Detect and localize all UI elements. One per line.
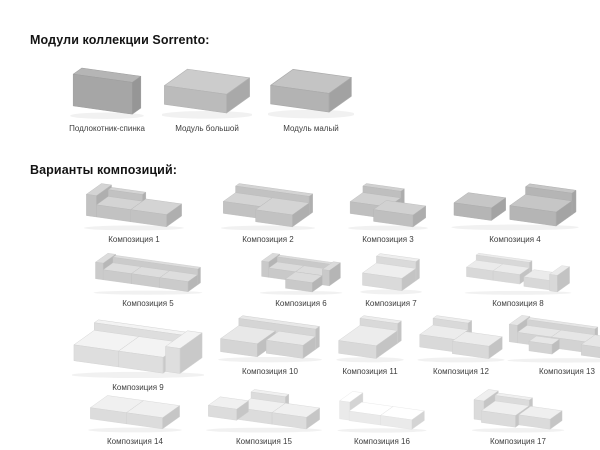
- composition-caption: Композиция 10: [242, 367, 298, 376]
- composition-figure-2: [204, 182, 332, 244]
- composition-image-3: [332, 182, 444, 232]
- composition-figure-1: [70, 182, 198, 244]
- module-caption: Подлокотник-спинка: [69, 124, 145, 133]
- composition-figure-4: [448, 182, 582, 244]
- composition-caption: Композиция 9: [112, 383, 164, 392]
- composition-caption: Композиция 5: [122, 299, 174, 308]
- module-figure-big: [162, 66, 252, 133]
- armrest-back-image: [64, 66, 150, 121]
- composition-image-9: [72, 314, 204, 380]
- module-small-image: [268, 66, 354, 121]
- composition-figure-7: [338, 252, 444, 308]
- composition-caption: Композиция 1: [108, 235, 160, 244]
- composition-caption: Композиция 8: [492, 299, 544, 308]
- compositions-section-title: Варианты композиций:: [30, 163, 178, 178]
- module-caption: Модуль малый: [283, 124, 339, 133]
- composition-figure-5: [66, 252, 230, 308]
- composition-image-5: [66, 252, 230, 296]
- module-figure-armrest-back: [64, 66, 150, 133]
- modules-section-title: Модули коллекции Sorrento:: [30, 33, 210, 48]
- composition-figure-3: [332, 182, 444, 244]
- module-caption: Модуль большой: [175, 124, 239, 133]
- module-figure-small: [268, 66, 354, 133]
- composition-caption: Композиция 13: [539, 367, 595, 376]
- composition-caption: Композиция 14: [107, 437, 163, 446]
- composition-figure-17: [436, 388, 600, 446]
- composition-caption: Композиция 4: [489, 235, 541, 244]
- module-big-image: [162, 66, 252, 121]
- composition-image-2: [204, 182, 332, 232]
- composition-caption: Композиция 15: [236, 437, 292, 446]
- composition-caption: Композиция 2: [242, 235, 294, 244]
- composition-figure-8: [436, 252, 600, 308]
- composition-caption: Композиция 6: [275, 299, 327, 308]
- composition-caption: Композиция 3: [362, 235, 414, 244]
- composition-caption: Композиция 12: [433, 367, 489, 376]
- composition-figure-9: [72, 314, 204, 392]
- composition-image-1: [70, 182, 198, 232]
- composition-caption: Композиция 17: [490, 437, 546, 446]
- composition-figure-13: [498, 314, 600, 376]
- composition-caption: Композиция 16: [354, 437, 410, 446]
- composition-image-4: [448, 182, 582, 232]
- composition-image-8: [436, 252, 600, 296]
- composition-image-17: [436, 388, 600, 434]
- composition-caption: Композиция 7: [365, 299, 417, 308]
- composition-image-13: [498, 314, 600, 364]
- composition-caption: Композиция 11: [342, 367, 398, 376]
- composition-image-7: [338, 252, 444, 296]
